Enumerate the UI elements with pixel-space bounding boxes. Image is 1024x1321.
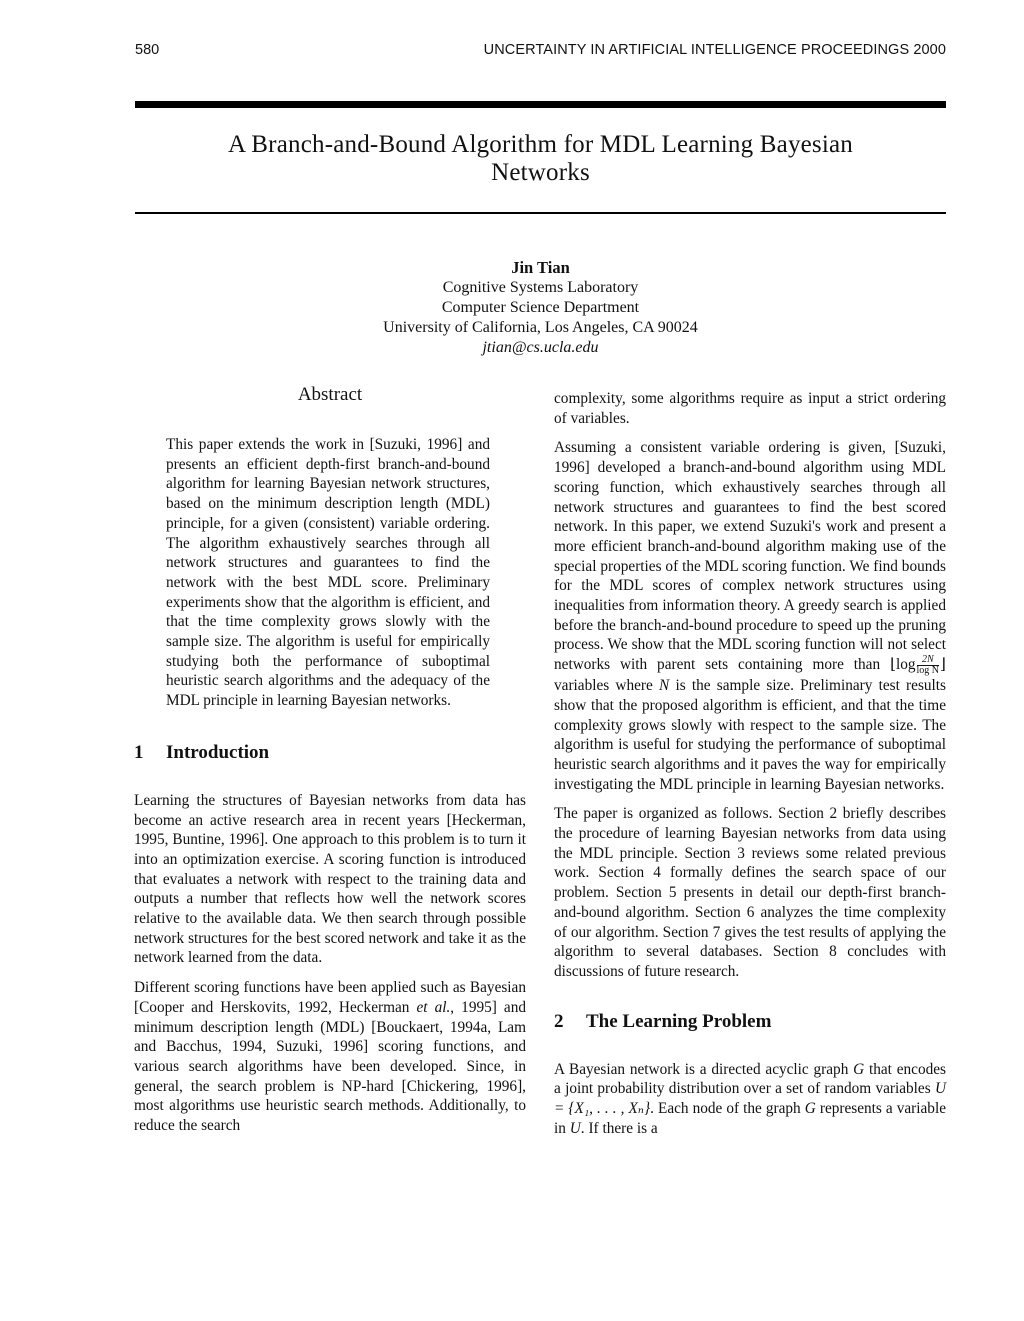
abstract-text: This paper extends the work in [Suzuki, 1996] and presents an efficient depth-first branch-and-bound algorithm for learning Bayesian network structures, based on the minimum description length (MDL) principle, for a given (consistent) variable ordering. The algorithm exhaustively searches through all network structures and guarantees to find the network with the best MDL score. Preliminary experiments show that the algorithm is efficient, and that the time complexity grows slowly with the sample size. The algorithm is useful for empirically studying both the performance of suboptimal heuristic search algorithms and the adequacy of the MDL principle in learning Bayesian networks. <box>166 436 490 710</box>
title-line-2: Networks <box>491 159 590 186</box>
title-line-1: A Branch-and-Bound Algorithm for MDL Learning Bayesian <box>227 131 854 158</box>
top-rule <box>135 101 946 108</box>
author-email: jtian@cs.ucla.edu <box>482 339 599 356</box>
learning-problem-paragraph <box>554 1060 946 1139</box>
right-p2-text-3: is the sample size. Preliminary test results show that the proposed algorithm is efficient, and that the time complexity grows slowly with respect to the sample size. The algorithm is useful for studying the performance of suboptimal heuristic search algorithms and it paves the way for empirically investigating the MDL principle in learning Bayesian networks. <box>554 677 947 793</box>
right-column <box>554 389 946 1139</box>
author-name: Jin Tian <box>511 258 570 277</box>
right-p2-text-2: ⌋ variables where <box>554 656 946 695</box>
running-header <box>135 42 946 66</box>
intro-p2-text-2: , 1995] and minimum description length (MDL) [Bouckaert, 1994a, Lam and Bacchus, 1994, Suzuki, 1996] scoring functions, and various search algorithms have been developed. Since, in general, the search problem is NP-hard [Chickering, 1996], most algorithms use heuristic search methods. Additionally, to reduce the search <box>134 998 526 1135</box>
intro-p2-etal: et al. <box>416 998 451 1016</box>
section-1-number: 1 <box>134 741 144 763</box>
left-column <box>134 383 526 1136</box>
intro-p2-text-1: Different scoring functions have been applied such as Bayesian [Cooper and Herskovits, 1992, Heckerman <box>134 979 526 1016</box>
section-1-title: Introduction <box>166 741 270 763</box>
section-2-number: 2 <box>554 1010 564 1032</box>
section-1-heading <box>134 741 526 765</box>
lp-var-g: G <box>853 1060 865 1078</box>
lp-text-5: . If there is a <box>580 1119 658 1137</box>
paper-title <box>135 131 946 187</box>
fraction-denominator: log N <box>916 665 940 677</box>
section-2-heading <box>554 1010 946 1034</box>
page-number: 580 <box>135 42 160 58</box>
running-title: UNCERTAINTY IN ARTIFICIAL INTELLIGENCE PROCEEDINGS 2000 <box>483 42 946 58</box>
lp-var-u: U <box>569 1119 581 1137</box>
intro-paragraph-2 <box>134 978 526 1136</box>
lp-var-g-2: G <box>804 1100 816 1118</box>
right-paragraph-2 <box>554 438 946 794</box>
author-block <box>135 258 946 358</box>
author-lab: Cognitive Systems Laboratory <box>442 279 639 296</box>
right-p2-text-1: Assuming a consistent variable ordering is given, [Suzuki, 1996] developed a branch-and-bound algorithm using MDL scoring function, which exhaustively searches through all network structures and guarantees to find the best scored network. In this paper, we extend Suzuki's work and present a more efficient branch-and-bound algorithm making use of the special properties of the MDL scoring function. We find bounds for the MDL scores of complex network structures using inequalities from information theory. A greedy search is applied before the branch-and-bound procedure to speed up the pruning process. We show that the MDL scoring function will not select networks with parent sets containing more than ⌊log <box>554 439 946 674</box>
right-p2-var-n: N <box>659 677 670 695</box>
section-2-title: The Learning Problem <box>586 1010 772 1032</box>
title-rule <box>135 212 946 214</box>
right-paragraph-1: complexity, some algorithms require as input a strict ordering of variables. <box>554 390 946 427</box>
author-dept: Computer Science Department <box>441 299 640 316</box>
lp-text-1: A Bayesian network is a directed acyclic graph <box>554 1060 854 1078</box>
right-paragraph-3: The paper is organized as follows. Section 2 briefly describes the procedure of learning Bayesian networks from data using the MDL principle. Section 3 reviews some related previous work. Section 4 formally defines the search space of our problem. Section 5 presents in detail our depth-first branch-and-bound algorithm. Section 6 analyzes the time complexity of our algorithm. Section 7 gives the test results of applying the algorithm to several databases. Section 8 concludes with discussions of future research. <box>554 805 946 980</box>
author-university: University of California, Los Angeles, CA 90024 <box>383 319 698 336</box>
lp-set-u: U = {X₁, . . . , Xₙ} <box>554 1080 946 1118</box>
lp-text-4: represents a variable in <box>554 1100 946 1137</box>
lp-text-3: . Each node of the graph <box>650 1100 805 1118</box>
fraction-2n-over-logn <box>917 655 940 676</box>
lp-text-2: that encodes a joint probability distribution over a set of random variables <box>554 1060 946 1098</box>
intro-paragraph-1: Learning the structures of Bayesian networks from data has become an active research area in recent years [Heckerman, 1995, Buntine, 1996]. One approach to this problem is to turn it into an optimization exercise. A scoring function is introduced that evaluates a network with respect to the training data and outputs a number that reflects how well the network scores relative to the available data. We then search through possible network structures for the best scored network and take it as the network learned from the data. <box>134 791 526 967</box>
abstract-heading: Abstract <box>297 384 363 405</box>
fraction-numerator: 2N <box>917 655 940 666</box>
